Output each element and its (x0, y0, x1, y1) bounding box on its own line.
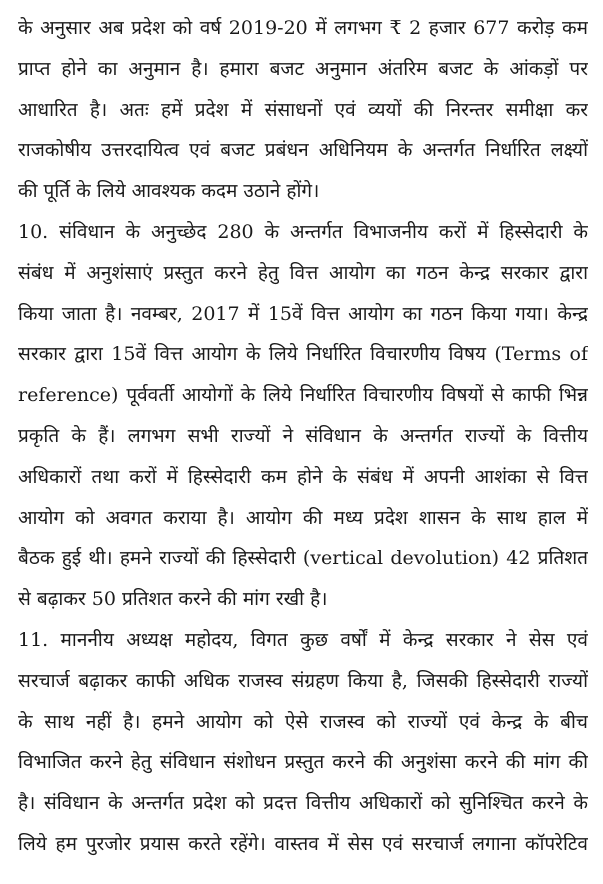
text-line: सरकार द्वारा 15वें वित्त आयोग के लिये निर्धारित विचारणीय विषय (Terms of (18, 343, 588, 366)
text-line: प्रकृति के हैं। लगभग सभी राज्यों ने संविधान के अन्तर्गत राज्यों के वित्तीय (18, 424, 588, 447)
paragraph-10-start: 10. संविधान के अनुच्छेद 280 के अन्तर्गत विभाजनीय करों में हिस्सेदारी के (18, 220, 588, 243)
text-line: विभाजित करने हेतु संविधान संशोधन प्रस्तुत करने की अनुशंसा करने की मांग की (18, 751, 588, 774)
text-line: reference) पूर्ववर्ती आयोगों के लिये निर्धारित विचारणीय विषयों से काफी भिन्न (18, 384, 588, 407)
text-line: बैठक हुई थी। हमने राज्यों की हिस्सेदारी (vertical devolution) 42 प्रतिशत (18, 547, 588, 570)
text-line: के साथ नहीं है। हमने आयोग को ऐसे राजस्व को राज्यों एवं केन्द्र के बीच (18, 710, 588, 733)
text-line: है। संविधान के अन्तर्गत प्रदेश को प्रदत्त वित्तीय अधिकारों को सुनिश्चित करने के (18, 792, 588, 815)
text-line: किया जाता है। नवम्बर, 2017 में 15वें वित्त आयोग का गठन किया गया। केन्द्र (18, 302, 588, 325)
text-line: लिये हम पुरजोर प्रयास करते रहेंगे। वास्तव में सेस एवं सरचार्ज लगाना कॉपरेटिव (18, 832, 588, 855)
paragraph-11-start: 11. माननीय अध्यक्ष महोदय, विगत कुछ वर्षों में केन्द्र सरकार ने सेस एवं (18, 628, 588, 651)
text-line: की पूर्ति के लिये आवश्यक कदम उठाने होंगे। (18, 180, 320, 203)
document-page (18, 8, 588, 865)
text-line: राजकोषीय उत्तरदायित्व एवं बजट प्रबंधन अधिनियम के अन्तर्गत निर्धारित लक्ष्यों (18, 139, 588, 162)
text-line: सरचार्ज बढ़ाकर काफी अधिक राजस्व संग्रहण किया है, जिसकी हिस्सेदारी राज्यों (18, 669, 588, 692)
text-line: आधारित है। अतः हमें प्रदेश में संसाधनों एवं व्ययों की निरन्तर समीक्षा कर (18, 98, 588, 121)
text-line: अधिकारों तथा करों में हिस्सेदारी कम होने के संबंध में अपनी आशंका से वित्त (18, 465, 588, 488)
text-line: से बढ़ाकर 50 प्रतिशत करने की मांग रखी है। (18, 588, 328, 611)
text-line: के अनुसार अब प्रदेश को वर्ष 2019-20 में लगभग ₹ 2 हजार 677 करोड़ कम (18, 17, 588, 39)
text-line: संबंध में अनुशंसाएं प्रस्तुत करने हेतु वित्त आयोग का गठन केन्द्र सरकार द्वारा (18, 261, 588, 284)
text-line: प्राप्त होने का अनुमान है। हमारा बजट अनुमान अंतरिम बजट के आंकड़ों पर (18, 57, 588, 80)
text-line: आयोग को अवगत कराया है। आयोग की मध्य प्रदेश शासन के साथ हाल में (18, 506, 588, 529)
